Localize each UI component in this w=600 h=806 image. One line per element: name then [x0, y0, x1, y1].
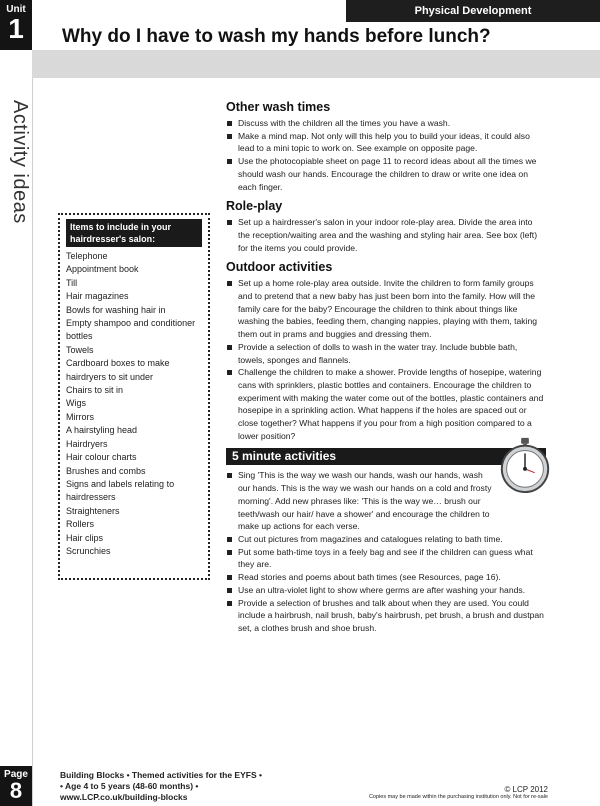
list-item: bottles — [66, 331, 93, 342]
list-item: Chairs to sit in — [66, 385, 124, 396]
page-badge — [0, 766, 32, 806]
list-item: hairdryers to sit under — [66, 371, 154, 382]
list-item: Telephone — [66, 251, 108, 261]
section-heading: Outdoor activities — [226, 260, 333, 275]
section-5-minute-activities — [226, 448, 546, 634]
list-item: Empty shampoo and conditioner — [66, 318, 196, 329]
list-item: Signs and labels relating to — [66, 478, 175, 489]
bullet-item: Provide a selection of dolls to wash in the water tray. Include bubble bath, towels, sponges and flannels. — [226, 341, 546, 366]
list-item: Rollers — [66, 519, 95, 530]
bullet-item: Use the photocopiable sheet on page 11 to record ideas about all the times we should wash our hands. Encourage the children to draw or write one idea on each finger. — [226, 155, 546, 193]
list-item: Till — [66, 277, 78, 288]
list-item: Bowls for washing hair in — [66, 304, 166, 315]
page-number: 8 — [9, 778, 23, 803]
list-item: Scrunchies — [66, 545, 111, 556]
unit-badge — [0, 0, 32, 50]
section-heading-bar — [226, 448, 546, 465]
bullet-item: Set up a hairdresser's salon in your indoor role-play area. Divide the area into the reception/waiting area and the washing and styling hair area. See box (left) for the items you could provide. — [226, 216, 546, 254]
salon-items-title: Items to include in your hairdresser's salon: — [66, 219, 202, 247]
header — [32, 0, 600, 50]
section-outdoor-activities — [226, 260, 546, 442]
footer-link[interactable]: www.LCP.co.uk/building-blocks — [60, 792, 188, 802]
section-heading: 5 minute activities — [232, 449, 337, 464]
bullet-item: Set up a home role-play area outside. Invite the children to form family groups and to pretend that a new baby has just been born into the family. How will the family care for the baby? Encourage the children to think about things like washing the babies, feeding them, changing nappies, playing with them, taking them out in prams and buggies and dressing them. — [226, 277, 546, 341]
footer-copyright — [369, 785, 548, 800]
bullet-item: Make a mind map. Not only will this help you to build your ideas, it could also lead to a mini topic to work on. See example on opposite page. — [226, 130, 546, 155]
list-item: Towels — [66, 344, 94, 355]
section-heading: Other wash times — [226, 100, 331, 114]
unit-label: Unit — [6, 4, 26, 15]
bullet-item: Challenge the children to make a shower. Provide lengths of hosepipe, watering cans with sprinklers, plastic bottles and containers. Encourage the children to experiment with making the water come out of the bottles, plastic containers and hosepipe in a sprinkling action. What happens if the holes are spaced out or close together? What happens if you pour from a high position compared to a lower position? — [226, 366, 546, 442]
unit-number: 1 — [8, 13, 24, 44]
list-item: Cardboard boxes to make — [66, 358, 170, 369]
list-item: Appointment book — [66, 264, 139, 275]
section-other-wash-times — [226, 100, 546, 193]
page-title: Why do I have to wash my hands before lunch? — [62, 26, 491, 47]
footer — [60, 770, 262, 803]
list-item: Mirrors — [66, 411, 94, 422]
stopwatch-icon — [496, 436, 554, 494]
side-title: Activity ideas — [9, 100, 31, 224]
footer-line: Building Blocks • Themed activities for the EYFS • — [60, 770, 262, 780]
header-band — [32, 50, 600, 78]
page-label: Page — [4, 769, 28, 780]
footer-line: • Age 4 to 5 years (48-60 months) • — [60, 781, 199, 791]
copyright-text: © LCP 2012 — [504, 785, 548, 794]
section-tag: Physical Development — [346, 0, 600, 22]
bullet-item: Cut out pictures from magazines and catalogues relating to bath time. — [226, 533, 546, 546]
list-item: Straighteners — [66, 505, 120, 516]
list-item: hairdressers — [66, 492, 116, 503]
bullet-item: Sing 'This is the way we wash our hands, wash our hands, wash our hands. This is the way we wash our hands on a cold and frosty morning'. Add new phrases like: 'This is the way we… brush our teeth/wash our hair/ have a shower' and encourage the children to make up actions for each verse. — [226, 469, 494, 533]
bullet-item: Discuss with the children all the times you have a wash. — [226, 117, 546, 130]
list-item: Hair magazines — [66, 291, 129, 302]
salon-items-list — [66, 250, 202, 558]
list-item: A hairstyling head — [66, 425, 138, 436]
bullet-item: Read stories and poems about bath times (see Resources, page 16). — [226, 571, 546, 584]
bullet-item: Use an ultra-violet light to show where germs are after washing your hands. — [226, 584, 546, 597]
section-role-play — [226, 199, 546, 254]
list-item: Hair colour charts — [66, 452, 137, 463]
list-item: Brushes and combs — [66, 465, 146, 476]
list-item: Hair clips — [66, 532, 104, 543]
copy-note: Copies may be made within the purchasing institution only. Not for re-sale — [368, 794, 548, 800]
section-heading: Role-play — [226, 199, 283, 214]
main-content — [226, 100, 546, 641]
bullet-item: Put some bath-time toys in a feely bag and see if the children can guess what they are. — [226, 546, 546, 571]
list-item: Hairdryers — [66, 438, 108, 449]
salon-items-box — [58, 213, 210, 580]
bullet-item: Provide a selection of brushes and talk about when they are used. You could include a hairbrush, nail brush, baby's hairbrush, pet brush, a brush and dustpan set, a clothes brush and shoe brush. — [226, 597, 546, 635]
list-item: Wigs — [66, 398, 86, 409]
